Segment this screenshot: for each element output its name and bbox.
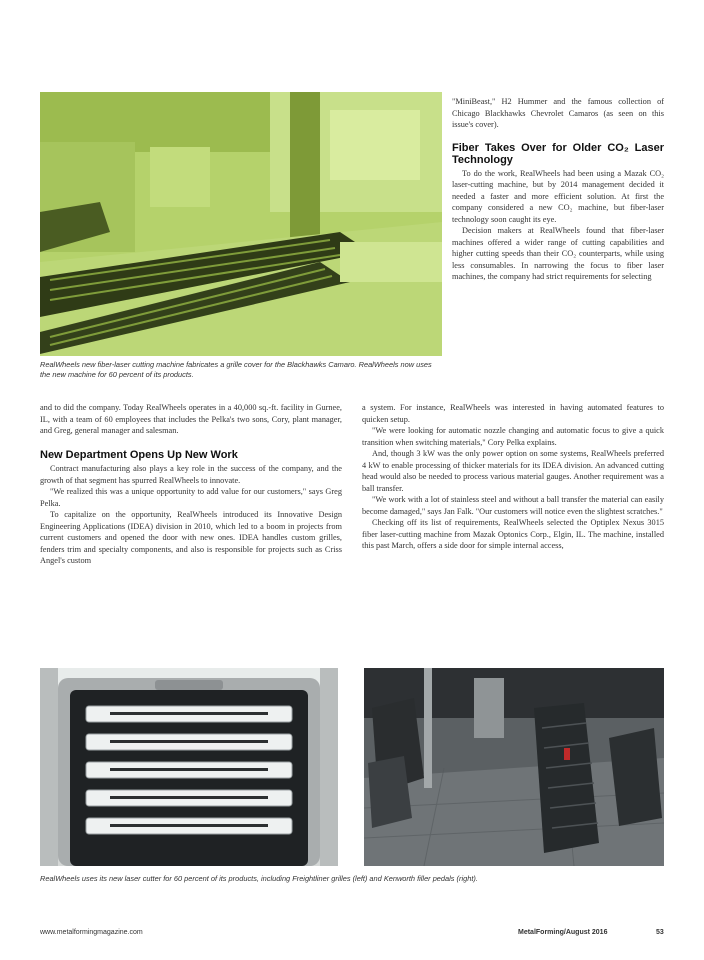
- truck-grille-photo: [40, 668, 338, 866]
- section-heading-fiber: Fiber Takes Over for Older CO₂ Laser Technology: [452, 141, 664, 166]
- body-paragraph: And, though 3 kW was the only power option on some systems, RealWheels preferred 4 kW to enable processing of thicker materials for its IDEA division. An advanced cutting head would also be needed to process various material gauges. Another requirement was a ball transfer.: [362, 449, 664, 493]
- right-top-column: [452, 96, 664, 283]
- filler-pedals-photo: [364, 668, 664, 866]
- left-middle-column: [40, 402, 342, 567]
- footer-magazine-issue: MetalForming/August 2016: [518, 929, 608, 936]
- top-photo-caption: RealWheels new fiber-laser cutting machine fabricates a grille cover for the Blackhawks Camaro. RealWheels now uses the new machine for 60 percent of its products.: [40, 360, 432, 379]
- body-paragraph: Decision makers at RealWheels found that fiber-laser machines offered a wider range of cutting capabilities and higher cutting speeds than their CO₂ counterparts, while using less consumables. In narrowing the focus to fiber laser machines, the company had strict requirements for selecting: [452, 226, 664, 281]
- footer-website-link[interactable]: www.metalformingmagazine.com: [40, 929, 143, 936]
- body-paragraph: and to did the company. Today RealWheels operates in a 40,000 sq.-ft. facility in Gurnee, IL, with a team of 60 employees that includes the Pelka's two sons, Cory, plant manager, and Greg, general manager and salesman.: [40, 403, 342, 435]
- body-paragraph: Contract manufacturing also plays a key role in the success of the company, and the growth of that segment has spurred RealWheels to innovate.: [40, 464, 342, 485]
- right-middle-column: [362, 402, 664, 552]
- body-paragraph: "We realized this was a unique opportunity to add value for our customers," says Greg Pelka.: [40, 487, 342, 508]
- bottom-photos-caption: RealWheels uses its new laser cutter for 60 percent of its products, including Freightliner grilles (left) and Kenworth filler pedals (right).: [40, 874, 478, 883]
- body-paragraph: To capitalize on the opportunity, RealWheels introduced its Innovative Design Engineering Applications (IDEA) division in 2010, which led to a boom in projects from current customers and opened the door with new ones. IDEA handles custom grilles, fenders trim and specialty components, and also is responsible for projects such as Criss Angel's custom: [40, 510, 342, 565]
- section-heading-new-department: New Department Opens Up New Work: [40, 448, 238, 461]
- laser-machine-photo: [40, 92, 442, 356]
- body-paragraph: To do the work, RealWheels had been using a Mazak CO₂ laser-cutting machine, but by 2014 management decided it needed a faster and more efficient solution. At first the company considered a new CO₂ machine, but fiber-laser technology soon caught its eye.: [452, 168, 664, 224]
- body-paragraph: Checking off its list of requirements, RealWheels selected the Optiplex Nexus 3015 fiber laser-cutting machine from Mazak Optonics Corp., Elgin, IL. The machine, installed this past March, offers a side door for simple internal access,: [362, 518, 664, 550]
- body-paragraph: "We work with a lot of stainless steel and without a ball transfer the material can easily become damaged," says Jan Falk. "Our customers will notice even the slightest scratches.": [362, 495, 664, 516]
- intro-paragraph: "MiniBeast," H2 Hummer and the famous collection of Chicago Blackhawks Chevrolet Camaros (as seen on this issue's cover).: [452, 97, 664, 129]
- body-paragraph: a system. For instance, RealWheels was interested in having automated features to quicken setup.: [362, 403, 664, 424]
- footer-page-number: 53: [656, 929, 664, 936]
- body-paragraph: "We were looking for automatic nozzle changing and automatic focus to give a quick transition when switching materials," Cory Pelka explains.: [362, 426, 664, 447]
